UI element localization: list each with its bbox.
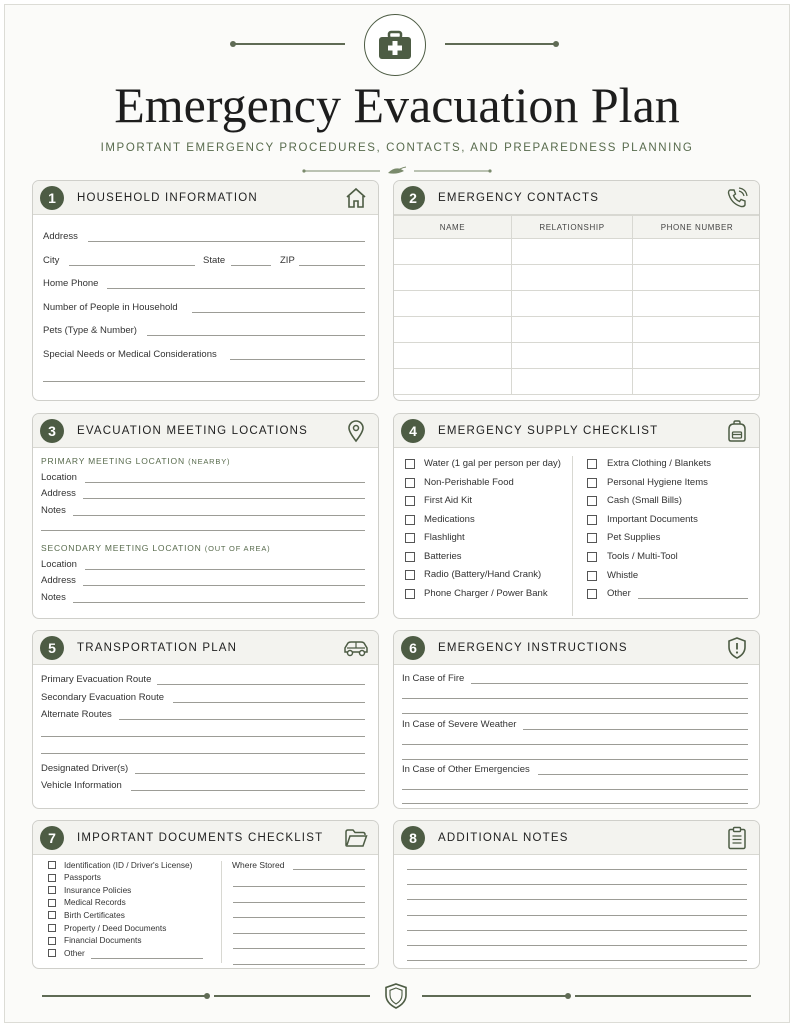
document-item-label: Passports	[64, 872, 101, 883]
section-title: EMERGENCY INSTRUCTIONS	[438, 641, 628, 654]
supply-item-checkbox[interactable]	[405, 552, 415, 562]
column-header-relationship: RELATIONSHIP	[512, 216, 633, 239]
header-rule-right	[445, 43, 557, 45]
secondary-meeting-title: SECONDARY MEETING LOCATION	[41, 543, 202, 553]
contact-phone-cell[interactable]	[633, 317, 761, 343]
notes-field[interactable]	[407, 869, 747, 870]
fire-field-3[interactable]	[402, 713, 748, 714]
alternate-routes-label: Alternate Routes	[41, 709, 112, 720]
footer-rule-dot	[565, 993, 571, 999]
primary-route-label: Primary Evacuation Route	[41, 674, 152, 685]
page-subtitle: IMPORTANT EMERGENCY PROCEDURES, CONTACTS, AND PREPAREDNESS PLANNING	[100, 142, 694, 154]
supplies-column-divider	[572, 456, 573, 616]
contact-relationship-cell[interactable]	[512, 317, 633, 343]
other-emergencies-field[interactable]	[538, 774, 748, 775]
secondary-meeting-note: (OUT OF AREA)	[204, 544, 271, 553]
supply-item-label: Batteries	[424, 550, 462, 562]
secondary-notes-field[interactable]	[73, 602, 365, 603]
contact-phone-cell[interactable]	[633, 265, 761, 291]
contact-phone-cell[interactable]	[633, 369, 761, 395]
weather-field-2[interactable]	[402, 744, 748, 745]
shield-alert-icon	[725, 636, 749, 660]
section-number: 1	[40, 186, 64, 210]
where-stored-field[interactable]	[233, 886, 365, 887]
shield-icon	[383, 982, 409, 1010]
contact-name-cell[interactable]	[394, 369, 512, 395]
contact-relationship-cell[interactable]	[512, 343, 633, 369]
section-number: 3	[40, 419, 64, 443]
fire-field-2[interactable]	[402, 698, 748, 699]
contact-name-cell[interactable]	[394, 291, 512, 317]
header-rule-dot	[553, 41, 559, 47]
supply-item-checkbox[interactable]	[587, 571, 597, 581]
supply-item-checkbox[interactable]	[405, 515, 415, 525]
contact-name-cell[interactable]	[394, 343, 512, 369]
secondary-route-field[interactable]	[173, 702, 365, 703]
household-header	[33, 181, 378, 215]
vehicle-label: Vehicle Information	[41, 780, 122, 791]
table-row	[394, 343, 761, 369]
primary-meeting-heading	[41, 456, 230, 466]
supply-item-checkbox[interactable]	[587, 552, 597, 562]
table-row	[394, 291, 761, 317]
people-field[interactable]	[192, 312, 365, 313]
notes-field[interactable]	[407, 899, 747, 900]
vehicle-field[interactable]	[131, 790, 365, 791]
table-row	[394, 317, 761, 343]
supply-item-checkbox[interactable]	[405, 459, 415, 469]
zip-field[interactable]	[299, 265, 365, 266]
contact-phone-cell[interactable]	[633, 343, 761, 369]
people-label: Number of People in Household	[43, 302, 178, 313]
document-item-label: Insurance Policies	[64, 884, 132, 895]
weather-field[interactable]	[523, 729, 748, 730]
contact-relationship-cell[interactable]	[512, 265, 633, 291]
table-row	[394, 369, 761, 395]
contact-relationship-cell[interactable]	[512, 239, 633, 265]
section-number: 7	[40, 826, 64, 850]
meeting-header	[33, 414, 378, 448]
address-label: Address	[43, 231, 78, 242]
supply-item-label: Non-Perishable Food	[424, 476, 514, 488]
supply-item-checkbox[interactable]	[405, 589, 415, 599]
home-phone-field[interactable]	[107, 288, 365, 289]
supply-item-checkbox[interactable]	[587, 459, 597, 469]
pets-field[interactable]	[147, 335, 365, 336]
section-title: HOUSEHOLD INFORMATION	[77, 191, 258, 204]
supply-item-label: Whistle	[607, 569, 639, 581]
supply-item-checkbox[interactable]	[587, 533, 597, 543]
city-label: City	[43, 255, 60, 266]
contact-name-cell[interactable]	[394, 265, 512, 291]
alternate-routes-field-2[interactable]	[41, 736, 365, 737]
notes-field[interactable]	[407, 945, 747, 946]
primary-meeting-note: (NEARBY)	[188, 457, 231, 466]
supply-item-label: First Aid Kit	[424, 495, 473, 506]
contact-phone-cell[interactable]	[633, 291, 761, 317]
document-checkbox[interactable]	[48, 861, 56, 869]
where-stored-field[interactable]	[233, 933, 365, 934]
supply-item-checkbox[interactable]	[587, 478, 597, 488]
column-header-name: NAME	[394, 216, 512, 239]
header-rule-left	[233, 43, 345, 45]
alternate-routes-field[interactable]	[119, 719, 365, 720]
other-emergencies-field-2[interactable]	[402, 789, 748, 790]
backpack-icon	[725, 419, 749, 443]
document-checkbox[interactable]	[48, 874, 56, 882]
other-emergencies-field-3[interactable]	[402, 803, 748, 804]
weather-label: In Case of Severe Weather	[402, 719, 517, 730]
contact-relationship-cell[interactable]	[512, 369, 633, 395]
first-aid-kit-icon	[364, 14, 426, 76]
footer-rule-left	[42, 995, 205, 997]
address-field[interactable]	[88, 241, 365, 242]
supply-item-label: Pet Supplies	[607, 532, 661, 544]
supplies-card	[393, 413, 760, 619]
contact-relationship-cell[interactable]	[512, 291, 633, 317]
document-item-label: Birth Certificates	[64, 909, 125, 920]
transport-card	[32, 630, 379, 809]
secondary-meeting-heading	[41, 543, 270, 553]
section-title: EVACUATION MEETING LOCATIONS	[77, 424, 309, 437]
supply-item-label: Flashlight	[424, 532, 465, 543]
secondary-route-label: Secondary Evacuation Route	[41, 692, 165, 703]
documents-card	[32, 820, 379, 969]
section-number: 5	[40, 636, 64, 660]
section-number: 6	[401, 636, 425, 660]
supplies-header	[394, 414, 759, 448]
special-needs-field-extra[interactable]	[43, 381, 365, 382]
other-emergencies-label: In Case of Other Emergencies	[402, 764, 530, 775]
special-needs-label: Special Needs or Medical Considerations	[43, 349, 217, 360]
document-checkbox[interactable]	[48, 949, 56, 957]
state-label: State	[203, 255, 226, 266]
document-checkbox[interactable]	[48, 937, 56, 945]
secondary-address-field[interactable]	[83, 585, 365, 586]
secondary-location-label: Location	[41, 559, 77, 570]
fire-label: In Case of Fire	[402, 673, 465, 684]
contacts-header	[394, 181, 759, 215]
where-stored-field[interactable]	[233, 964, 365, 965]
where-stored-field[interactable]	[293, 869, 365, 870]
clipboard-icon	[725, 826, 749, 850]
document-checkbox[interactable]	[48, 911, 56, 919]
supply-item-label: Personal Hygiene Items	[607, 476, 708, 488]
house-icon	[344, 186, 368, 210]
supply-item-label: Tools / Multi-Tool	[607, 551, 678, 562]
section-title: IMPORTANT DOCUMENTS CHECKLIST	[77, 831, 324, 844]
notes-field[interactable]	[407, 960, 747, 961]
section-title: EMERGENCY SUPPLY CHECKLIST	[438, 424, 659, 437]
footer-rule-right-inner	[422, 995, 566, 997]
fire-field[interactable]	[471, 683, 748, 684]
instructions-header	[394, 631, 759, 665]
secondary-location-field[interactable]	[85, 569, 365, 570]
supply-item-label: Phone Charger / Power Bank	[424, 587, 548, 599]
supply-item-checkbox[interactable]	[587, 496, 597, 506]
primary-notes-label: Notes	[41, 505, 66, 516]
supply-item-label: Important Documents	[607, 513, 698, 525]
document-item-label: Other	[64, 947, 85, 958]
car-icon	[342, 636, 370, 660]
state-field[interactable]	[231, 265, 271, 266]
document-other-field[interactable]	[91, 958, 203, 959]
contact-name-cell[interactable]	[394, 239, 512, 265]
section-number: 8	[401, 826, 425, 850]
secondary-address-label: Address	[41, 575, 76, 586]
supply-item-checkbox[interactable]	[405, 533, 415, 543]
contact-name-cell[interactable]	[394, 317, 512, 343]
footer-rule-right	[575, 995, 751, 997]
documents-column-divider	[221, 861, 222, 963]
contact-phone-cell[interactable]	[633, 239, 761, 265]
supply-item-checkbox[interactable]	[405, 478, 415, 488]
special-needs-field[interactable]	[230, 359, 365, 360]
meeting-card	[32, 413, 379, 619]
notes-field[interactable]	[407, 884, 747, 885]
supply-item-label: Other	[607, 588, 631, 600]
contacts-table	[393, 215, 760, 395]
weather-field-3[interactable]	[402, 759, 748, 760]
document-item-label: Property / Deed Documents	[64, 922, 167, 933]
supply-item-label: Medications	[424, 513, 475, 525]
alternate-routes-field-3[interactable]	[41, 753, 365, 754]
footer-rule-left-inner	[214, 995, 370, 997]
document-item-label: Identification (ID / Driver's License)	[64, 859, 193, 870]
transport-header	[33, 631, 378, 665]
where-stored-field[interactable]	[233, 902, 365, 903]
secondary-notes-label: Notes	[41, 592, 66, 603]
household-card	[32, 180, 379, 401]
supply-item-label: Cash (Small Bills)	[607, 495, 682, 507]
phone-icon	[725, 186, 749, 210]
zip-label: ZIP	[280, 255, 295, 266]
table-row	[394, 265, 761, 291]
supply-item-label: Extra Clothing / Blankets	[607, 458, 712, 469]
driver-label: Designated Driver(s)	[41, 763, 129, 774]
driver-field[interactable]	[135, 773, 365, 774]
section-number: 4	[401, 419, 425, 443]
document-checkbox[interactable]	[48, 886, 56, 894]
section-title: ADDITIONAL NOTES	[438, 831, 569, 844]
notes-header	[394, 821, 759, 855]
supply-other-field[interactable]	[638, 598, 748, 599]
column-header-phone: PHONE NUMBER	[633, 216, 761, 239]
where-stored-label: Where Stored	[232, 860, 285, 870]
table-row	[394, 239, 761, 265]
contacts-card	[393, 180, 760, 401]
pets-label: Pets (Type & Number)	[43, 325, 137, 336]
document-checkbox[interactable]	[48, 924, 56, 932]
table-header-row	[394, 216, 761, 239]
documents-header	[33, 821, 378, 855]
home-phone-label: Home Phone	[43, 278, 99, 289]
primary-notes-field-extra[interactable]	[41, 530, 365, 531]
primary-route-field[interactable]	[157, 684, 365, 685]
leaf-divider	[300, 163, 494, 173]
supply-item-checkbox[interactable]	[405, 570, 415, 580]
where-stored-field[interactable]	[233, 917, 365, 918]
supply-item-checkbox[interactable]	[587, 589, 597, 599]
notes-field[interactable]	[407, 915, 747, 916]
document-checkbox[interactable]	[48, 899, 56, 907]
supply-item-label: Radio (Battery/Hand Crank)	[424, 569, 542, 580]
primary-meeting-title: PRIMARY MEETING LOCATION	[41, 456, 185, 466]
page-title: Emergency Evacuation Plan	[114, 77, 680, 133]
supply-item-checkbox[interactable]	[587, 515, 597, 525]
folder-icon	[344, 826, 368, 850]
primary-location-field[interactable]	[85, 482, 365, 483]
primary-notes-field[interactable]	[73, 515, 365, 516]
section-number: 2	[401, 186, 425, 210]
primary-address-field[interactable]	[83, 498, 365, 499]
footer-rule-dot	[204, 993, 210, 999]
document-item-label: Medical Records	[64, 897, 126, 908]
city-field[interactable]	[69, 265, 195, 266]
instructions-card	[393, 630, 760, 809]
supply-item-checkbox[interactable]	[405, 496, 415, 506]
notes-field[interactable]	[407, 930, 747, 931]
header-rule-dot	[230, 41, 236, 47]
notes-card	[393, 820, 760, 969]
document-item-label: Financial Documents	[64, 935, 142, 946]
primary-address-label: Address	[41, 488, 76, 499]
map-pin-icon	[344, 419, 368, 443]
where-stored-field[interactable]	[233, 948, 365, 949]
section-title: EMERGENCY CONTACTS	[438, 191, 600, 204]
supply-item-label: Water (1 gal per person per day)	[424, 458, 561, 469]
section-title: TRANSPORTATION PLAN	[77, 641, 238, 654]
primary-location-label: Location	[41, 472, 77, 483]
